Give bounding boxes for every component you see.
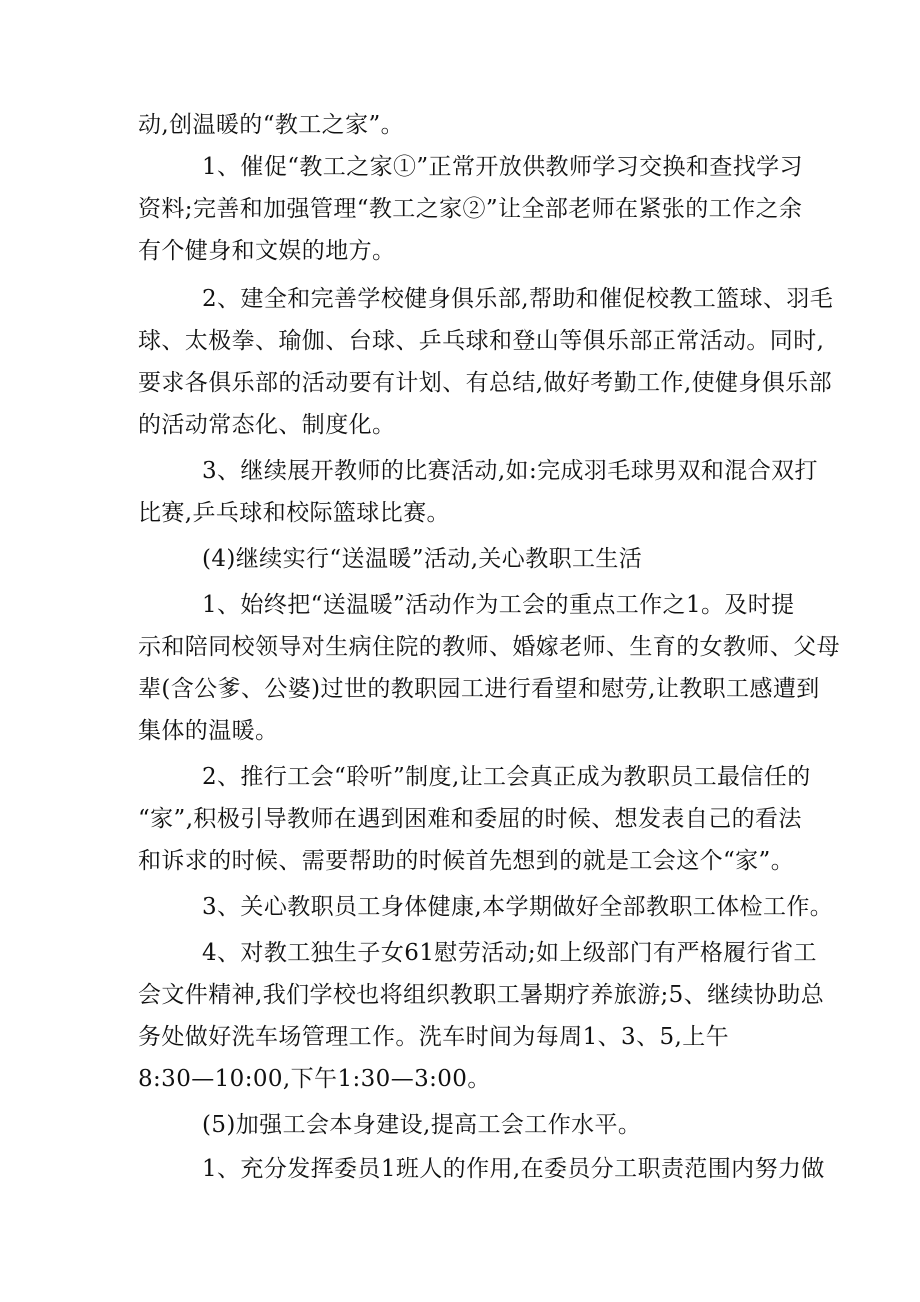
text-line: 1、充分发挥委员1班人的作用,在委员分工职责范围内努力做 [202,1156,825,1182]
text-line: 2、推行工会“聆听”制度,让工会真正成为教职员工最信任的 [202,764,811,790]
text-line: 资料;完善和加强管理“教工之家②”让全部老师在紧张的工作之余 [138,196,803,222]
section-heading: (5)加强工会本身建设,提高工会工作水平。 [202,1112,642,1138]
text-line: 1、催促“教工之家①”正常开放供教师学习交换和查找学习 [202,154,803,180]
text-line: 4、对教工独生子女61慰劳活动;如上级部门有严格履行省工 [202,940,817,966]
text-line: 会文件精神,我们学校也将组织教职工暑期疗养旅游;5、继续协助总 [138,982,825,1008]
text-line: 要求各俱乐部的活动要有计划、有总结,做好考勤工作,使健身俱乐部 [138,370,833,396]
text-line: 和诉求的时候、需要帮助的时候首先想到的就是工会这个“家”。 [138,848,795,874]
text-line: “家”,积极引导教师在遇到困难和委屈的时候、想发表自己的看法 [138,806,802,832]
text-line: 1、始终把“送温暖”活动作为工会的重点工作之1。及时提 [202,592,795,618]
text-line: 示和陪同校领导对生病住院的教师、婚嫁老师、生育的女教师、父母 [138,634,840,660]
text-line: 动,创温暖的“教工之家”。 [138,112,405,138]
text-line: 球、太极拳、瑜伽、台球、乒乓球和登山等俱乐部正常活动。同时, [138,328,825,354]
text-line: 辈(含公爹、公婆)过世的教职园工进行看望和慰劳,让教职工感遭到 [138,676,820,702]
text-line: 8:30—10:00,下午1:30—3:00。 [138,1066,491,1092]
text-line: 3、关心教职员工身体健康,本学期做好全部教职工体检工作。 [202,894,834,920]
text-line: 集体的温暖。 [138,718,279,744]
text-line: 3、继续展开教师的比赛活动,如:完成羽毛球男双和混合双打 [202,458,818,484]
section-heading: (4)继续实行“送温暖”活动,关心教职工生活 [202,546,643,572]
text-line: 有个健身和文娱的地方。 [138,238,396,264]
text-line: 的活动常态化、制度化。 [138,412,396,438]
text-line: 比赛,乒乓球和校际篮球比赛。 [138,500,450,526]
text-line: 2、建全和完善学校健身俱乐部,帮助和催促校教工篮球、羽毛 [202,286,834,312]
text-line: 务处做好洗车场管理工作。洗车时间为每周1、3、5,上午 [138,1024,730,1050]
